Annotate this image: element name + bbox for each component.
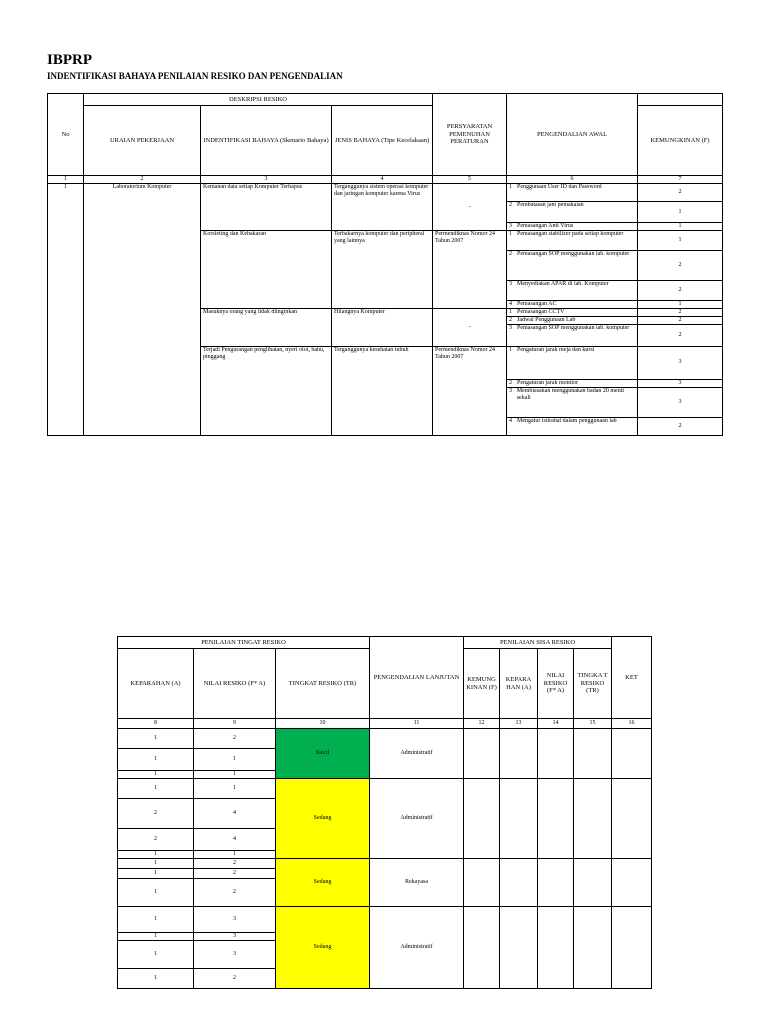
empty-cell [538,859,574,907]
column-number: 1 [48,176,84,184]
item-wrap [509,223,635,230]
header-deskripsi-resiko: DESKRIPSI RESIKO [84,94,433,106]
empty-cell [612,859,652,907]
jenis-bahaya: Terganggunya kesehatan tubuh [332,346,433,435]
pengendalian-awal-item [507,202,638,223]
nilai-resiko-value: 2 [194,869,276,879]
item-number: 1 [509,346,513,353]
column-number: 10 [276,719,370,729]
column-number: 2 [84,176,201,184]
keparahan-value: 1 [118,869,194,879]
column-number-row [118,719,652,729]
pengendalian-awal-item [507,184,638,202]
identifikasi-bahaya: Masuknya orang yang tidak diinginkan [201,308,332,346]
table-row [118,729,652,749]
nilai-resiko-value: 4 [194,799,276,829]
pengendalian-lanjutan-value: Administratif [370,729,464,779]
empty-cell [574,907,612,989]
empty-cell [464,779,500,859]
item-wrap [509,202,635,209]
persyaratan: - [433,308,507,346]
column-number: 7 [638,176,723,184]
table-row [118,859,652,869]
item-wrap [509,301,635,308]
empty-cell [574,779,612,859]
pengendalian-awal-item [507,379,638,387]
item-text: Pemasangan CCTV [517,308,565,315]
column-number: 15 [574,719,612,729]
nilai-resiko-value: 2 [194,879,276,907]
pengendalian-awal-item [507,280,638,300]
item-wrap [509,418,635,425]
identifikasi-bahaya: Korsleting dan Kebakaran [201,230,332,308]
kemungkinan-value: 3 [638,387,723,417]
empty-cell [464,729,500,779]
tingkat-resiko-level: Sedang [276,907,370,989]
keparahan-value: 1 [118,859,194,869]
keparahan-value: 2 [118,829,194,851]
kemungkinan-value: 2 [638,250,723,280]
item-number: 2 [509,202,513,208]
header-persyaratan: PERSYARATAN PEMENUHAN PERATURAN [433,94,507,176]
risk-assessment-table [117,636,652,989]
empty-cell [612,779,652,859]
nilai-resiko-value: 2 [194,729,276,749]
kemungkinan-value: 1 [638,300,723,308]
item-wrap [509,231,635,238]
header-ket: KET [612,637,652,719]
tingkat-resiko-level: Sedang [276,779,370,859]
item-number: 2 [509,379,513,386]
header-blank [638,94,723,106]
keparahan-value: 1 [118,851,194,859]
document-subtitle: INDENTIFIKASI BAHAYA PENILAIAN RESIKO DAN PENGENDALIAN [47,71,343,81]
kemungkinan-value: 2 [638,184,723,202]
keparahan-value: 1 [118,907,194,933]
header-penilaian-sisa: PENILAIAN SISA RESIKO [464,637,612,649]
pengendalian-lanjutan-value: Administratif [370,779,464,859]
nilai-resiko-value: 1 [194,749,276,771]
pengendalian-awal-item [507,223,638,231]
item-text: Pemasangan AC [517,300,557,307]
kemungkinan-value: 1 [638,223,723,231]
identifikasi-bahaya: Terjadi Pengurangan penglihatan, nyeri otot, bahu, pinggang [201,346,332,435]
nilai-resiko-value: 3 [194,941,276,969]
item-wrap [509,380,635,387]
column-number: 6 [507,176,638,184]
empty-cell [500,779,538,859]
empty-cell [538,779,574,859]
jenis-bahaya: Terbakarnya komputer dan peripheral yang lainnya [332,230,433,308]
item-text: Jadwal Penggunaan Lab [517,316,576,323]
identifikasi-bahaya: Kemanan data setiap Komputer Terhapus [201,184,332,231]
nilai-resiko-value: 3 [194,907,276,933]
item-number: 1 [509,230,513,237]
column-number: 13 [500,719,538,729]
empty-cell [538,729,574,779]
item-text: Pemasangan Anti Virus [517,223,574,229]
item-wrap [509,325,635,332]
kemungkinan-value: 2 [638,308,723,316]
header-nilai-resiko: NILAI RESIKO (F* A) [194,649,276,719]
keparahan-value: 1 [118,933,194,941]
item-wrap [509,281,635,288]
nilai-resiko-value: 1 [194,851,276,859]
pengendalian-awal-item [507,324,638,346]
keparahan-value: 1 [118,969,194,989]
empty-cell [500,859,538,907]
item-number: 4 [509,417,513,424]
pengendalian-awal-item [507,230,638,250]
row-number: 1 [48,184,84,436]
empty-cell [574,729,612,779]
item-number: 3 [509,280,513,287]
table-row [48,184,723,202]
column-number: 3 [201,176,332,184]
persyaratan: - [433,184,507,231]
kemungkinan-value: 1 [638,202,723,223]
kemungkinan-value: 1 [638,230,723,250]
tingkat-resiko-level: Sedang [276,859,370,907]
item-text: Penggunaan User ID dan Password [517,184,602,190]
pengendalian-awal-item [507,308,638,316]
keparahan-value: 1 [118,779,194,799]
pengendalian-awal-item [507,300,638,308]
item-text: Membiasakan menggunakan badan 20 menit sekali [516,387,625,401]
item-number: 1 [509,184,513,190]
item-text: Pengaturan jarak monitor [517,379,578,386]
header-uraian: URAIAN PEKERJAAN [84,106,201,176]
column-number: 14 [538,719,574,729]
kemungkinan-value: 2 [638,280,723,300]
jenis-bahaya: Terganggunya sistem operasi komputer dan jaringan komputer karena Virus [332,184,433,231]
kemungkinan-value: 2 [638,324,723,346]
item-wrap [509,184,635,191]
header-keparahan: KEPARAHAN (A) [118,649,194,719]
item-number: 2 [509,250,513,257]
column-number: 11 [370,719,464,729]
pengendalian-lanjutan-value: Rekayasa [370,859,464,907]
keparahan-value: 1 [118,941,194,969]
empty-cell [500,729,538,779]
keparahan-value: 1 [118,729,194,749]
header-no: No [48,94,84,176]
uraian-pekerjaan: Laboratorium Komputer [84,184,201,436]
keparahan-value: 1 [118,771,194,779]
nilai-resiko-value: 1 [194,771,276,779]
item-number: 3 [509,387,513,394]
empty-cell [500,907,538,989]
kemungkinan-value: 2 [638,417,723,435]
keparahan-value: 1 [118,749,194,771]
column-number-row [48,176,723,184]
kemungkinan-value: 3 [638,346,723,379]
item-wrap [509,347,635,354]
item-wrap [509,251,635,258]
column-number: 5 [433,176,507,184]
pengendalian-awal-item [507,316,638,324]
pengendalian-awal-item [507,387,638,417]
empty-cell [538,907,574,989]
empty-cell [612,729,652,779]
item-wrap [509,388,635,402]
header-penilaian-tingkat: PENILAIAN TINGAT RESIKO [118,637,370,649]
item-text: Menyediakan APAR di lab. Komputer [517,280,609,287]
header-pengendalian-awal: PENGENDALIAN AWAL [507,94,638,176]
kemungkinan-value: 3 [638,379,723,387]
column-number: 4 [332,176,433,184]
item-text: Pemasangan SOP menggunakan lab. komputer [517,324,630,331]
empty-cell [464,907,500,989]
column-number: 12 [464,719,500,729]
item-text: Pemasangan stabilizer pada setiap komputer [517,230,624,237]
kemungkinan-value: 2 [638,316,723,324]
header-kemungkinan-sisa: KEMUNG KINAN (F) [464,649,500,719]
header-identifikasi: INDENTIFIKASI BAHAYA (Skenario Bahaya) [201,106,332,176]
jenis-bahaya: Hilangnya Komputer [332,308,433,346]
header-tingkat-resiko: TINGKAT RESIKO (TR) [276,649,370,719]
empty-cell [464,859,500,907]
item-text: Pemasangan SOP menggunakan lab. komputer [517,250,630,257]
persyaratan: Permendiknas Nomor 24 Tahun 2007 [433,346,507,435]
header-keparahan-sisa: KEPARA HAN (A) [500,649,538,719]
table-row [118,779,652,799]
header-kemungkinan: KEMUNGKINAN (F) [638,106,723,176]
empty-cell [574,859,612,907]
item-text: Pembatasan jam pemakaian [517,202,584,208]
risk-description-table [47,93,723,436]
item-number: 2 [509,316,513,323]
keparahan-value: 1 [118,879,194,907]
item-text: Pengaturan jarak meja dan kursi [517,346,595,353]
item-text: Mengatur istirahat dalam penggunaan lab [517,417,617,424]
column-number: 8 [118,719,194,729]
header-pengendalian-lanjutan: PENGENDALIAN LANJUTAN [370,637,464,719]
tingkat-resiko-level: Kecil [276,729,370,779]
item-wrap [509,309,635,316]
nilai-resiko-value: 2 [194,859,276,869]
item-number: 3 [509,223,513,229]
column-number: 9 [194,719,276,729]
header-tingkat-resiko-sisa: TINGKA T RESIKO (TR) [574,649,612,719]
column-number: 16 [612,719,652,729]
persyaratan: Permendiknas Nomor 24 Tahun 2007 [433,230,507,308]
item-number: 4 [509,300,513,307]
keparahan-value: 2 [118,799,194,829]
header-nilai-resiko-sisa: NILAI RESIKO (F* A) [538,649,574,719]
item-wrap [509,317,635,324]
pengendalian-awal-item [507,346,638,379]
empty-cell [612,907,652,989]
nilai-resiko-value: 2 [194,969,276,989]
table-row [118,907,652,933]
header-jenis: JENIS BAHAYA (Tipe Kecelakaan) [332,106,433,176]
nilai-resiko-value: 3 [194,933,276,941]
document-title: IBPRP [47,52,92,68]
nilai-resiko-value: 4 [194,829,276,851]
item-number: 1 [509,308,513,315]
pengendalian-awal-item [507,417,638,435]
pengendalian-awal-item [507,250,638,280]
pengendalian-lanjutan-value: Administratif [370,907,464,989]
item-number: 3 [509,324,513,331]
nilai-resiko-value: 1 [194,779,276,799]
